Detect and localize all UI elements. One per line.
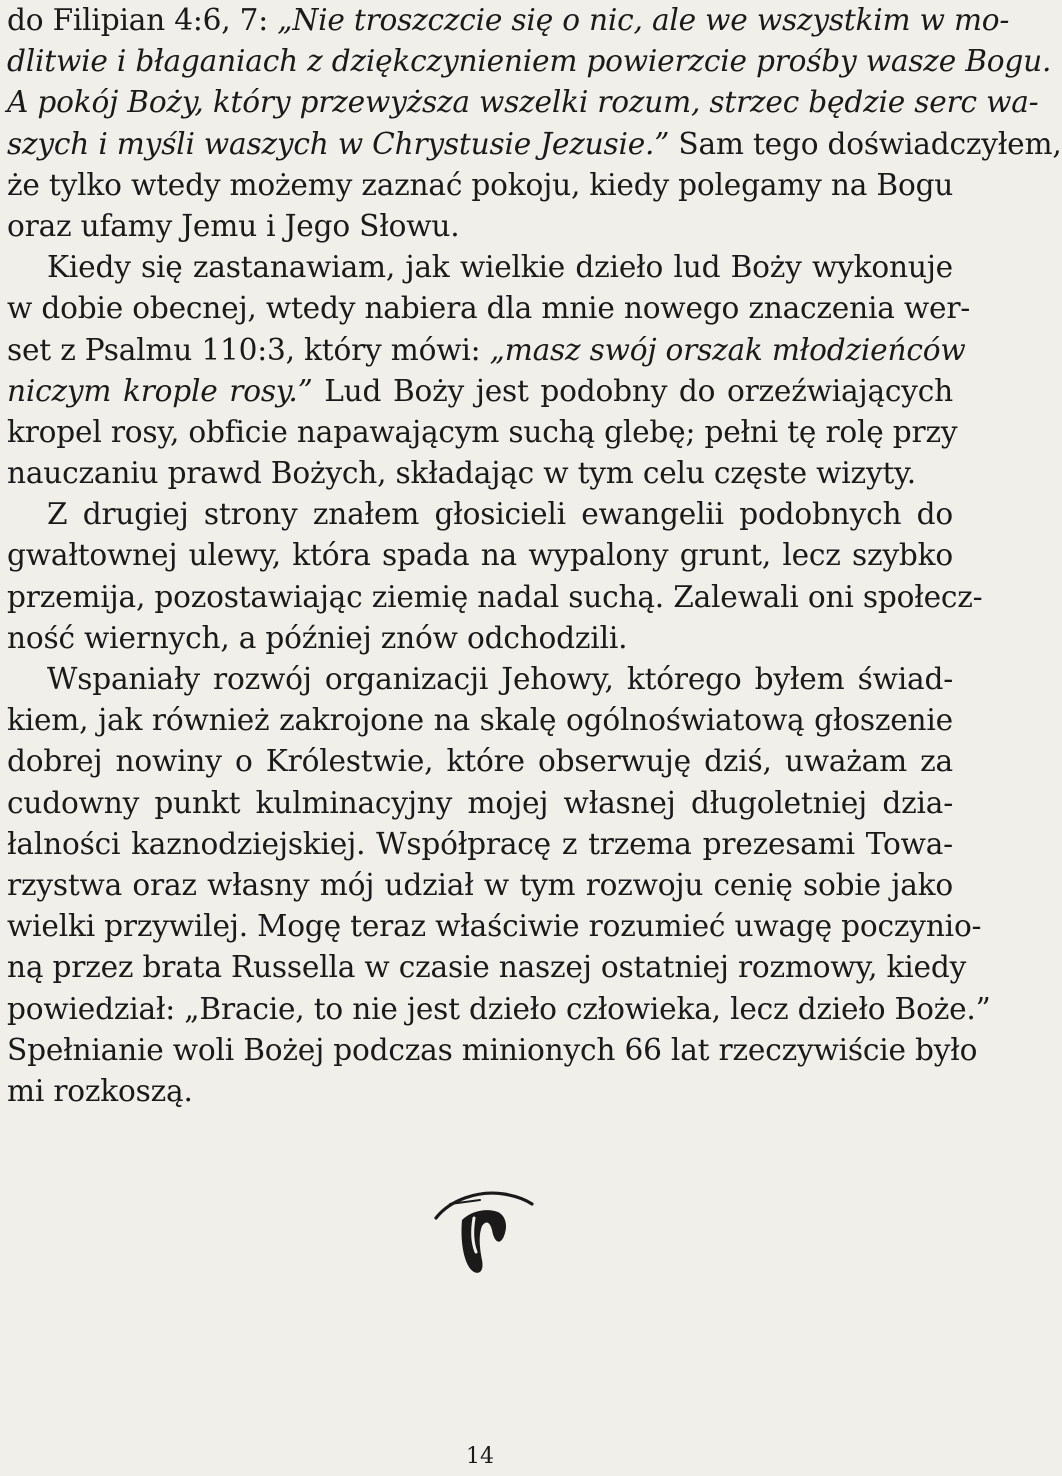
document-body (7, 0, 1062, 1112)
text-line: kiem, jak również zakrojone na skalę ogólnoświatową głoszenie (7, 703, 953, 738)
page-number: 14 (466, 1444, 494, 1469)
text-line: do Filipian 4:6, 7: „Nie troszczcie się o nic, ale we wszystkim w mo- (7, 3, 1010, 37)
text-line: powiedział: „Bracie, to nie jest dzieło człowieka, lecz dzieło Boże.” (7, 991, 991, 1026)
text-line: łalności kaznodziejskiej. Współpracę z trzema prezesami Towa- (7, 826, 953, 861)
text-line: mi rozkoszą. (7, 1073, 193, 1108)
text-line: kropel rosy, obficie napawającym suchą glebę; pełni tę rolę przy (7, 414, 958, 449)
text-line: set z Psalmu 110:3, który mówi: „masz swój orszak młodzieńców (7, 332, 966, 367)
text-line: dlitwie i błaganiach z dziękczynieniem powierzcie prośby wasze Bogu. (7, 44, 1052, 79)
text-line: w dobie obecnej, wtedy nabiera dla mnie nowego znaczenia wer- (7, 291, 971, 326)
text-line: wielki przywilej. Mogę teraz właściwie rozumieć uwagę poczynio- (7, 909, 982, 944)
text-line: gwałtownej ulewy, która spada na wypalony grunt, lecz szybko (7, 538, 953, 573)
text-line: Wspaniały rozwój organizacji Jehowy, którego byłem świad- (47, 662, 953, 696)
text-line: Z drugiej strony znałem głosicieli ewangelii podobnych do (47, 497, 953, 532)
text-line: oraz ufamy Jemu i Jego Słowu. (7, 208, 460, 243)
text-line: szych i myśli waszych w Chrystusie Jezusie.” Sam tego doświadczyłem, (7, 126, 1062, 161)
text-line: ność wiernych, a później znów odchodzili. (7, 620, 628, 655)
text-line: przemija, pozostawiając ziemię nadal suchą. Zalewali oni społecz- (7, 579, 983, 614)
text-line: niczym krople rosy.” Lud Boży jest podobny do orzeźwiających (7, 373, 954, 408)
text-line: cudowny punkt kulminacyjny mojej własnej długoletniej dzia- (7, 785, 953, 820)
text-line: nauczaniu prawd Bożych, składając w tym celu częste wizyty. (7, 456, 916, 491)
text-line: dobrej nowiny o Królestwie, które obserwuję dziś, uważam za (7, 744, 953, 779)
text-line: A pokój Boży, który przewyższa wszelki rozum, strzec będzie serc wa- (7, 85, 1039, 120)
text-line: Kiedy się zastanawiam, jak wielkie dzieło lud Boży wykonuje (47, 250, 953, 285)
text-line: rzystwa oraz własny mój udział w tym rozwoju cenię sobie jako (7, 867, 953, 902)
text-line: Spełnianie woli Bożej podczas minionych 66 lat rzeczywiście było (7, 1032, 978, 1067)
text-line: ną przez brata Russella w czasie naszej ostatniej rozmowy, kiedy (7, 950, 967, 985)
dew-drop-ornament-icon (420, 1186, 540, 1276)
text-line: że tylko wtedy możemy zaznać pokoju, kiedy polegamy na Bogu (7, 167, 954, 202)
